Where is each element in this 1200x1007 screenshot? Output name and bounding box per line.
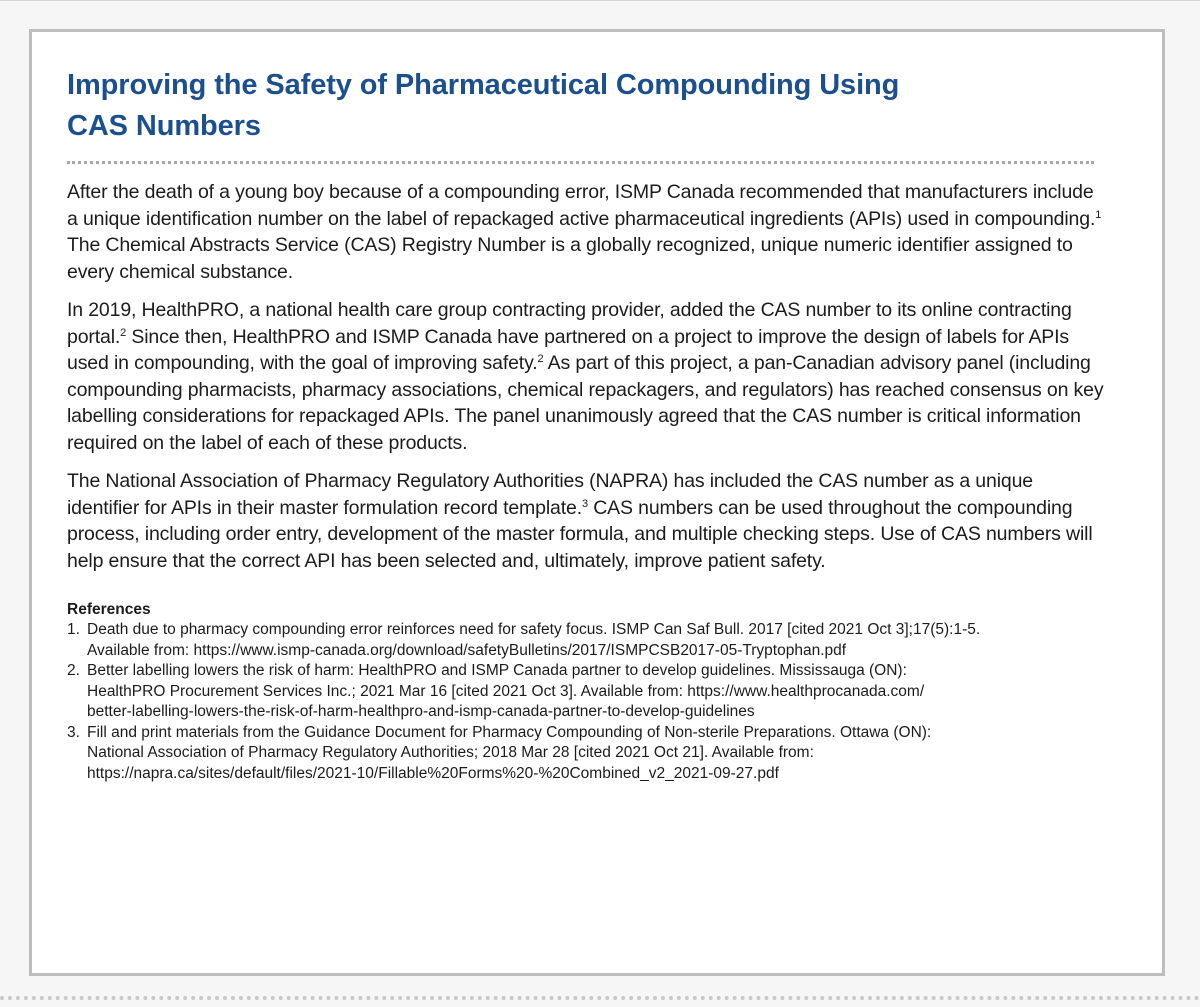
reference-line: Fill and print materials from the Guidance Document for Pharmacy Compounding of Non-sterile Preparations. Ottawa (ON): [87,723,932,741]
reference-item [67,723,1107,785]
paragraph-1-text-b: The Chemical Abstracts Service (CAS) Registry Number is a globally recognized, unique numeric identifier assigned to every chemical substance. [67,234,1073,283]
bottom-dotted-line [0,996,1200,1000]
article-title [67,65,1127,147]
reference-link[interactable]: https://napra.ca/sites/default/files/2021-10/Fillable%20Forms%20-%20Combined_v2_2021-09-27.pdf [87,764,779,782]
references-section [67,600,1107,784]
footnote-ref-2b: 2 [537,353,544,365]
references-heading: References [67,601,151,618]
references-list [67,620,1107,784]
paragraph-3-text-b: CAS numbers can be used throughout the compounding process, including order entry, development of the master formula, and multiple checking steps. Use of CAS numbers will help ensure that the correct API has been selected and, ultimately, improve patient safety. [67,496,1093,572]
reference-line: National Association of Pharmacy Regulatory Authorities; 2018 Mar 28 [cited 2021 Oct 21]. Available from: [87,744,814,761]
reference-item [67,620,1107,661]
reference-link[interactable]: better-labelling-lowers-the-risk-of-harm-healthpro-and-ismp-canada-partner-to-develop-guidelines [87,703,755,720]
footnote-ref-1: 1 [1095,208,1102,221]
reference-link[interactable]: Available from: https://www.ismp-canada.org/download/safetyBulletins/2017/ISMPCSB2017-05-Tryptophan.pdf [87,641,847,659]
paragraph-2-text-a: In 2019, HealthPRO, a national health care group contracting provider, added the CAS number to its online contracting portal. [67,299,1072,348]
paragraph-3 [67,468,1107,574]
footnote-ref-3: 3 [581,497,588,510]
article-title-line-2: CAS Numbers [67,110,261,142]
title-divider [67,161,1094,164]
reference-item [67,661,1107,723]
reference-number: 3. [67,723,80,741]
paragraph-3-text-a: The National Association of Pharmacy Regulatory Authorities (NAPRA) has included the CAS number as a unique identifier for APIs in their master formulation record template. [67,470,1033,519]
reference-number: 1. [67,621,80,638]
footnote-ref-2a: 2 [120,326,127,339]
article-content [67,65,1127,784]
paragraph-2 [67,297,1107,456]
article-title-line-1: Improving the Safety of Pharmaceutical Compounding Using [67,69,900,101]
paragraph-2-text-b: Since then, HealthPRO and ISMP Canada have partnered on a project to improve the design of labels for APIs used in compounding, with the goal of improving safety. [67,325,1070,374]
paragraph-1-text-a: After the death of a young boy because of a compounding error, ISMP Canada recommended that manufacturers include a unique identification number on the label of repackaged active pharmaceutical ingredients (APIs) used in compounding. [67,181,1096,230]
paragraph-2-text-c: As part of this project, a pan-Canadian advisory panel (including compounding pharmacists, pharmacy associations, chemical repackagers, and regulators) has reached consensus on key labelling considerations for repackaged APIs. The panel unanimously agreed that the CAS number is critical information required on the label of each of these products. [67,352,1104,454]
top-border-line [0,0,1200,4]
paragraph-1 [67,179,1107,285]
reference-line: Death due to pharmacy compounding error reinforces need for safety focus. ISMP Can Saf Bull. 2017 [cited 2021 Oct 3];17(5):1-5. [87,621,981,638]
reference-link[interactable]: HealthPRO Procurement Services Inc.; 2021 Mar 16 [cited 2021 Oct 3]. Available from: https://www.healthprocanada.com/ [87,682,925,700]
reference-number: 2. [67,662,80,679]
article-body [67,179,1107,574]
reference-line: Better labelling lowers the risk of harm: HealthPRO and ISMP Canada partner to develop guidelines. Mississauga (ON): [87,662,907,679]
